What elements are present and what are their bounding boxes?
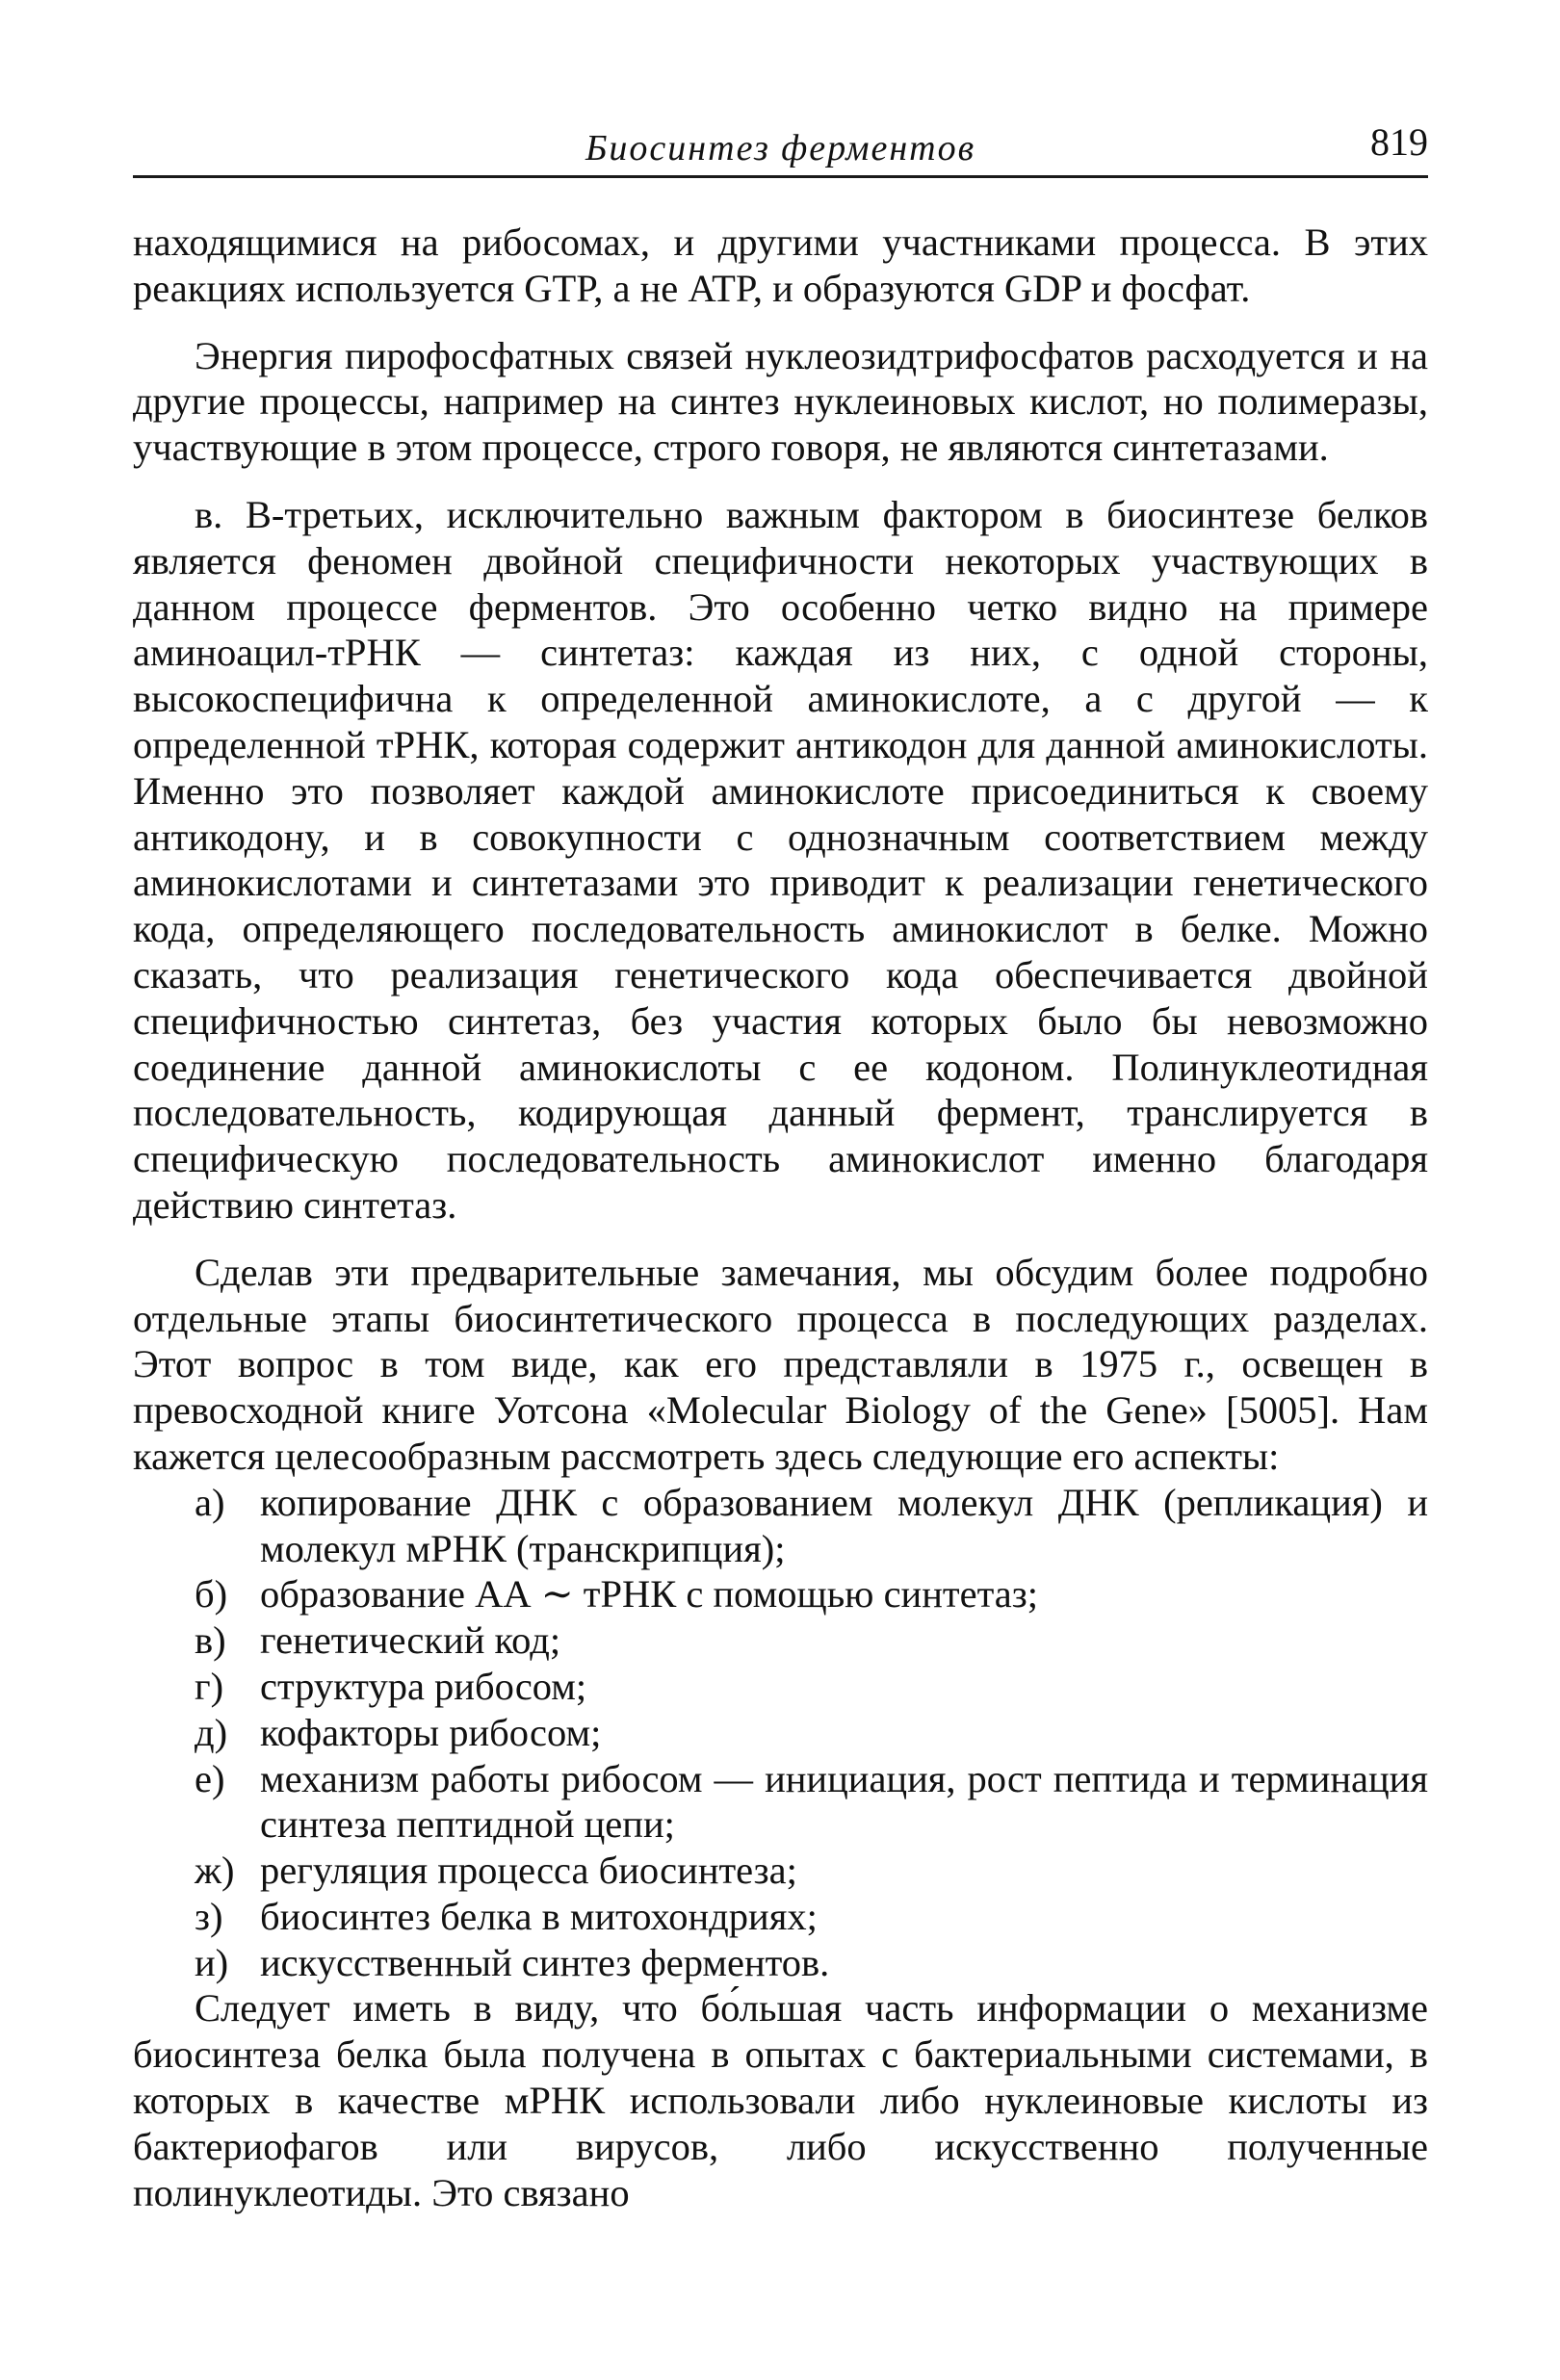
- list-marker: а): [195, 1480, 225, 1524]
- list-marker: ж): [195, 1849, 235, 1893]
- running-head: [133, 114, 1428, 178]
- list-item-text: генетический код;: [260, 1618, 561, 1663]
- list-item-text: регуляция процесса биосинтеза;: [260, 1849, 797, 1893]
- page-number: 819: [1370, 120, 1428, 164]
- list-marker: з): [195, 1894, 223, 1938]
- list-item-text: биосинтез белка в митохондриях;: [260, 1894, 818, 1938]
- paragraph-bacterial-systems: Следует иметь в виду, что бо́льшая часть информации о механизме биосинтеза белка была получена в опытах с бактериальными системами, в которых в качестве мРНК использовали либо нуклеиновые кислоты из бактериофагов или вирусов, либо искусственно полученные полинуклеотиды. Это связано: [133, 1986, 1428, 2214]
- list-item: [133, 1617, 1428, 1664]
- list-item-text: структура рибосом;: [260, 1664, 587, 1708]
- list-marker: в): [195, 1618, 226, 1663]
- paragraph-overview: Сделав эти предварительные замечания, мы обсудим более подробно отдельные этапы биосинтетического процесса в последующих разделах. Этот вопрос в том виде, как его представляли в 1975 г., освещен в превосходной книге Уотсона «Molecular Biology of the Gene» [5005]. Нам кажется целесообразным рассмотреть здесь следующие его аспекты:: [133, 1250, 1428, 1478]
- paragraph-continuation: находящимися на рибосомах, и другими участниками процесса. В этих реакциях используется GTP, а не ATP, и образуются GDP и фосфат.: [133, 220, 1428, 310]
- list-marker: и): [195, 1940, 229, 1984]
- list-marker: е): [195, 1756, 225, 1800]
- list-item: [133, 1756, 1428, 1849]
- list-item: [133, 1480, 1428, 1572]
- list-item: [133, 1664, 1428, 1710]
- list-item: [133, 1571, 1428, 1617]
- list-item: [133, 1940, 1428, 1986]
- list-item: [133, 1894, 1428, 1940]
- list-item-text: копирование ДНК с образованием молекул ДНК (репликация) и молекул мРНК (транскрипция);: [260, 1480, 1428, 1570]
- list-marker: г): [195, 1664, 224, 1708]
- paragraph-energy: Энергия пирофосфатных связей нуклеозидтрифосфатов расходуется и на другие процессы, например на синтез нуклеиновых кислот, но полимеразы, участвующие в этом процессе, строго говоря, не являются синтетазами.: [133, 333, 1428, 470]
- list-marker: б): [195, 1572, 228, 1617]
- list-item: [133, 1710, 1428, 1756]
- list-item-text: механизм работы рибосом — инициация, рост пептида и терминация синтеза пептидной цепи;: [260, 1756, 1428, 1847]
- list-item-text: кофакторы рибосом;: [260, 1710, 602, 1754]
- list-item: [133, 1848, 1428, 1894]
- aspects-list: [133, 1480, 1428, 1986]
- paragraph-specificity: в. В-третьих, исключительно важным фактором в биосинтезе белков является феномен двойной специфичности некоторых участвующих в данном процессе ферментов. Это особенно четко видно на примере аминоацил-тРНК — синтетаз: каждая из них, с одной стороны, высокоспецифична к определенной аминокислоте, а с другой — к определенной тРНК, которая содержит антикодон для данной аминокислоты. Именно это позволяет каждой аминокислоте присоединиться к своему антикодону, и в совокупности с однозначным соответствием между аминокислотами и синтетазами это приводит к реализации генетического кода, определяющего последовательность аминокислот в белке. Можно сказать, что реализация генетического кода обеспечивается двойной специфичностью синтетаз, без участия которых было бы невозможно соединение данной аминокислоты с ее кодоном. Полинуклеотидная последовательность, кодирующая данный фермент, транслируется в специфическую последовательность аминокислот именно благодаря действию синтетаз.: [133, 492, 1428, 1227]
- list-marker: д): [195, 1710, 228, 1754]
- body-text: [133, 220, 1428, 2215]
- list-item-text: искусственный синтез ферментов.: [260, 1940, 830, 1984]
- running-title: Биосинтез ферментов: [585, 128, 976, 168]
- list-item-text: образование АА ∼ тРНК с помощью синтетаз;: [260, 1572, 1038, 1617]
